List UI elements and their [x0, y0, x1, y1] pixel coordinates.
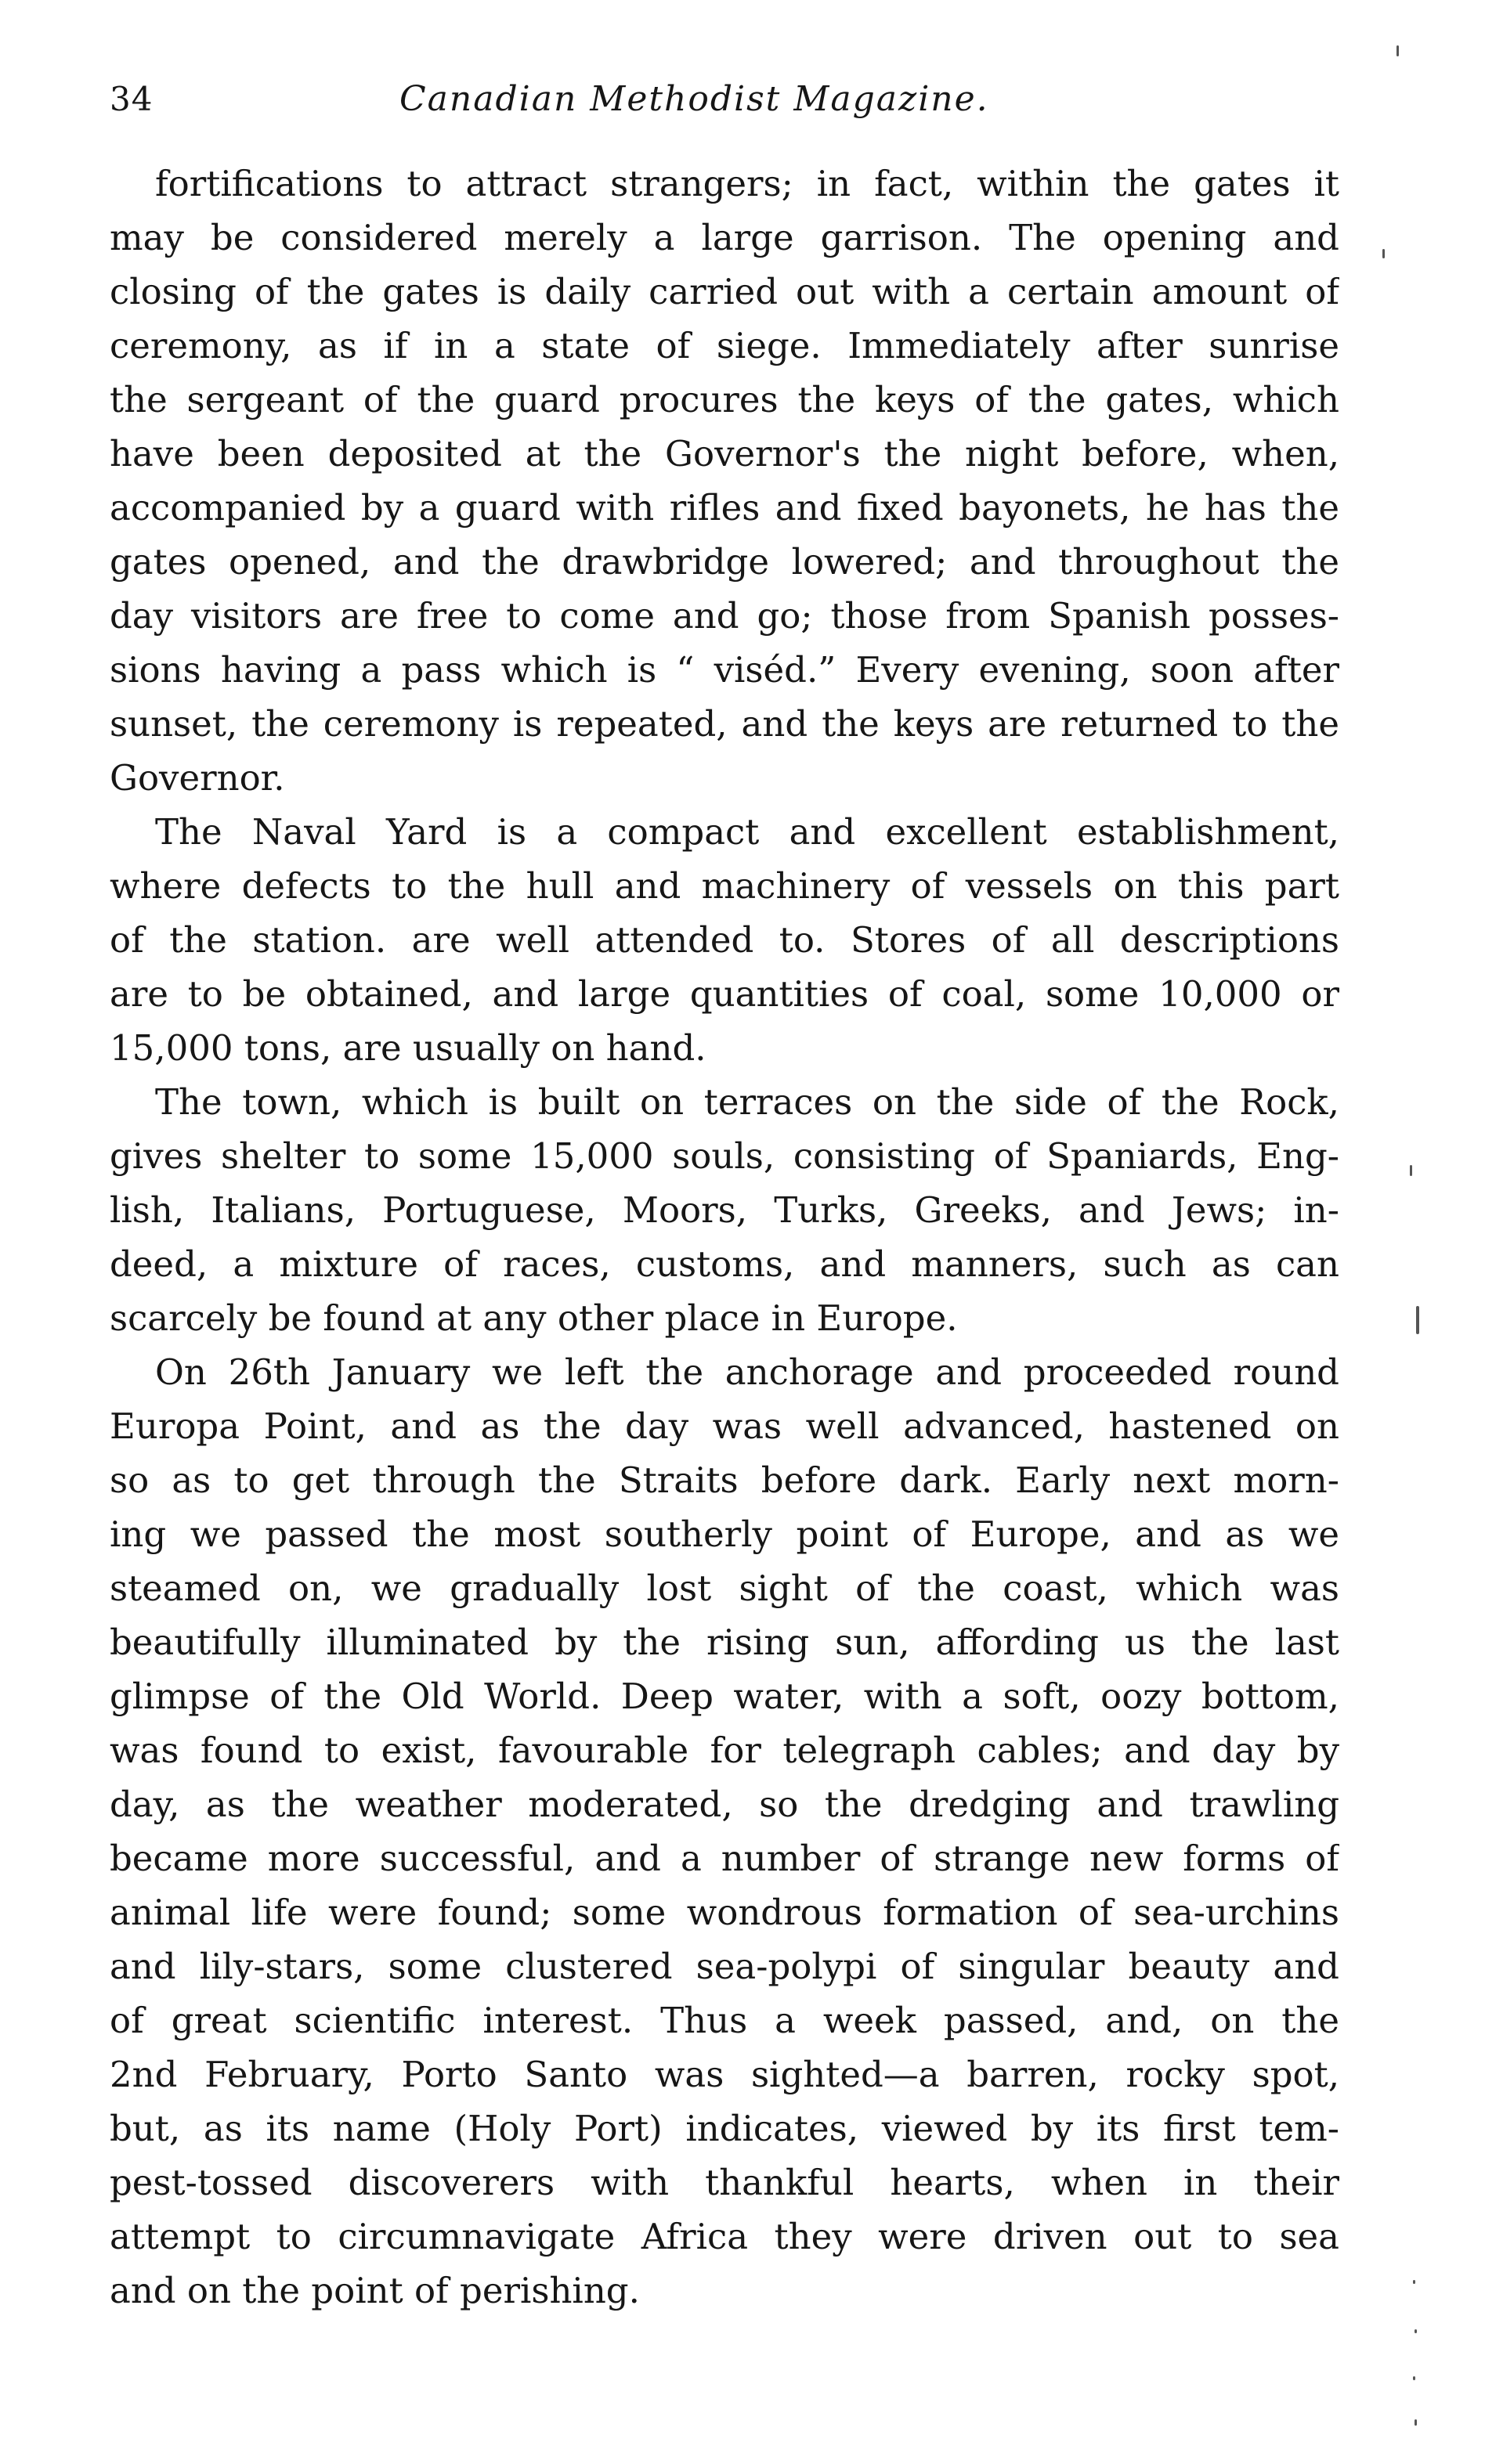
text-line: and on the point of perishing.	[110, 2270, 640, 2311]
text-line: steamed on, we gradually lost sight of the coast, which was	[110, 1568, 1339, 1609]
text-line: 2nd February, Porto Santo was sighted—a barren, rocky spot,	[110, 2054, 1339, 2095]
text-line: so as to get through the Straits before dark. Early next morn-	[110, 1459, 1339, 1501]
text-line: animal life were found; some wondrous formation of sea-urchins	[110, 1892, 1339, 1933]
text-line: The Naval Yard is a compact and excellent establishment,	[155, 811, 1339, 853]
margin-mark	[1415, 2419, 1417, 2426]
margin-mark	[1396, 45, 1399, 56]
text-line: closing of the gates is daily carried out with a certain amount of	[110, 271, 1339, 312]
page-header	[110, 72, 1347, 135]
text-line: sunset, the ceremony is repeated, and the keys are returned to the	[110, 703, 1339, 745]
text-line: The town, which is built on terraces on the side of the Rock,	[155, 1081, 1339, 1123]
text-line: fortifications to attract strangers; in fact, within the gates it	[155, 163, 1339, 204]
body-text	[110, 157, 1339, 2318]
text-line: pest-tossed discoverers with thankful hearts, when in their	[110, 2162, 1339, 2203]
paragraph	[110, 1075, 1339, 1345]
paragraph	[110, 1345, 1339, 2318]
margin-mark	[1415, 2329, 1417, 2333]
margin-mark	[1410, 1165, 1412, 1176]
margin-mark	[1416, 1306, 1419, 1334]
text-line: On 26th January we left the anchorage and proceeded round	[155, 1351, 1339, 1393]
text-line: gives shelter to some 15,000 souls, consisting of Spaniards, Eng-	[110, 1135, 1339, 1177]
text-line: the sergeant of the guard procures the keys of the gates, which	[110, 379, 1339, 420]
text-line: beautifully illuminated by the rising sun, affording us the last	[110, 1622, 1339, 1663]
text-line: are to be obtained, and large quantities of coal, some 10,000 or	[110, 973, 1339, 1015]
margin-mark	[1413, 2280, 1415, 2284]
text-line: sions having a pass which is “ viséd.” Every evening, soon after	[110, 649, 1339, 691]
running-title: Canadian Methodist Magazine.	[399, 79, 989, 119]
page-number: 34	[110, 80, 154, 118]
text-line: and lily-stars, some clustered sea-polypi of singular beauty and	[110, 1946, 1339, 1987]
text-line: became more successful, and a number of strange new forms of	[110, 1838, 1339, 1879]
text-line: day visitors are free to come and go; those from Spanish posses-	[110, 595, 1339, 637]
text-line: ceremony, as if in a state of siege. Immediately after sunrise	[110, 325, 1339, 366]
text-line: glimpse of the Old World. Deep water, with a soft, oozy bottom,	[110, 1676, 1339, 1717]
text-line: where defects to the hull and machinery of vessels on this part	[110, 865, 1339, 907]
text-line: ing we passed the most southerly point of Europe, and as we	[110, 1513, 1339, 1555]
text-line: gates opened, and the drawbridge lowered; and throughout the	[110, 541, 1339, 583]
text-line: of the station. are well attended to. Stores of all descriptions	[110, 919, 1339, 961]
text-line: Governor.	[110, 757, 285, 799]
margin-mark	[1413, 2376, 1415, 2380]
text-line: but, as its name (Holy Port) indicates, viewed by its first tem-	[110, 2108, 1339, 2149]
text-line: scarcely be found at any other place in Europe.	[110, 1297, 958, 1339]
text-line: day, as the weather moderated, so the dredging and trawling	[110, 1784, 1339, 1825]
text-line: deed, a mixture of races, customs, and manners, such as can	[110, 1243, 1339, 1285]
paragraph	[110, 805, 1339, 1075]
text-line: Europa Point, and as the day was well advanced, hastened on	[110, 1405, 1339, 1447]
text-line: attempt to circumnavigate Africa they were driven out to sea	[110, 2216, 1339, 2257]
text-line: lish, Italians, Portuguese, Moors, Turks, Greeks, and Jews; in-	[110, 1189, 1339, 1231]
text-line: was found to exist, favourable for telegraph cables; and day by	[110, 1730, 1339, 1771]
paragraph	[110, 157, 1339, 805]
text-line: accompanied by a guard with rifles and fixed bayonets, he has the	[110, 487, 1339, 529]
text-line: 15,000 tons, are usually on hand.	[110, 1027, 706, 1069]
margin-mark	[1382, 249, 1385, 258]
text-line: of great scientific interest. Thus a week passed, and, on the	[110, 2000, 1339, 2041]
text-line: have been deposited at the Governor's the night before, when,	[110, 433, 1339, 474]
text-line: may be considered merely a large garrison. The opening and	[110, 217, 1339, 258]
